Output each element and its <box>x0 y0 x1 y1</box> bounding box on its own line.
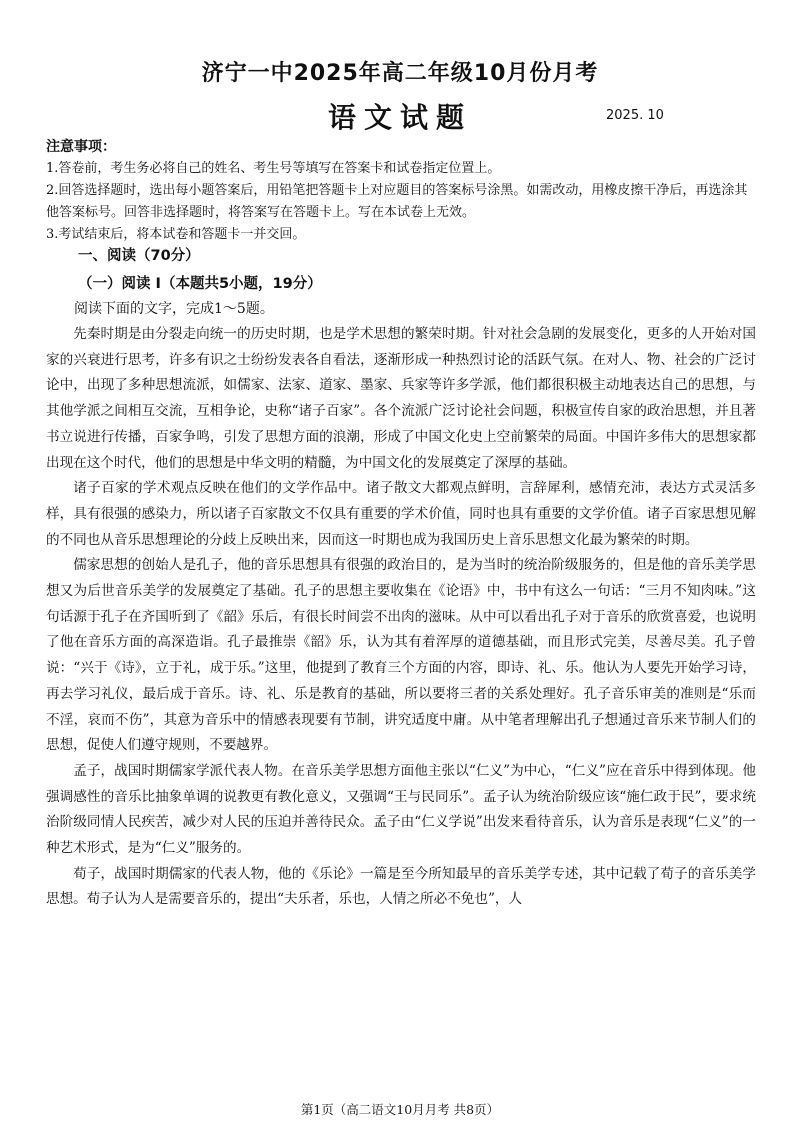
passage-paragraph: 先秦时期是由分裂走向统一的历史时期，也是学术思想的繁荣时期。针对社会急剧的发展变化，更多的人开始对国家的兴衰进行思考，许多有识之士纷纷发表各自看法，逐渐形成一种热烈讨论的活跃气氛。在对人、物、社会的广泛讨论中，出现了多种思想流派，如儒家、法家、道家、墨家、兵家等许多学派，他们都很积极主动地表达自己的思想，与其他学派之间相互交流，互相争论，史称“诸子百家”。各个流派广泛讨论社会问题，积极宣传自家的政治思想，并且著书立说进行传播，百家争鸣，引发了思想方面的浪潮，形成了中国文化史上空前繁荣的局面。中国许多伟大的思想家都出现在这个时代，他们的思想是中华文明的精髓，为中国文化的发展奠定了深厚的基础。 <box>46 326 756 471</box>
passage-paragraph: 荀子，战国时期儒家的代表人物，他的《乐论》一篇是至今所知最早的音乐美学专述，其中记载了荀子的音乐美学思想。荀子认为人是需要音乐的，提出“夫乐者，乐也，人情之所必不免也”，人 <box>46 865 756 908</box>
subject-title: 语文试题 <box>327 101 472 134</box>
page-footer: 第1页（高二语文10月月考 共8页） <box>300 1102 500 1117</box>
note-item: 2.回答选择题时，选出每小题答案后，用铅笔把答题卡上对应题目的答案标号涂黑。如需改动，用橡皮擦干净后，再选涂其他答案标号。回答非选择题时，将答案写在答题卡上。写在本试卷上无效。 <box>46 183 748 220</box>
notes-heading: 注意事项： <box>46 139 116 155</box>
reading-passage <box>46 322 756 913</box>
passage-paragraph: 孟子，战国时期儒家学派代表人物。在音乐美学思想方面他主张以“仁义”为中心，“仁义”应在音乐中得到体现。他强调感性的音乐比抽象单调的说教更有教化意义，又强调“王与民同乐”。孟子认为统治阶级应该“施仁政于民”，要求统治阶级同情人民疾苦，减少对人民的压迫并善待民众。孟子由“仁义学说”出发来看待音乐，认为音乐是表现“仁义”的一种艺术形式，是为“仁义”服务的。 <box>46 762 756 857</box>
reading-instruction: 阅读下面的文字，完成1～5题。 <box>74 301 274 317</box>
passage-paragraph: 儒家思想的创始人是孔子，他的音乐思想具有很强的政治目的，是为当时的统治阶级服务的，但是他的音乐美学思想又为后世音乐美学的发展奠定了基础。孔子的思想主要收集在《论语》中，书中有这么一句话：“三月不知肉味。”这句话源于孔子在齐国听到了《韶》乐后，有很长时间尝不出肉的滋味。从中可以看出孔子对于音乐的欣赏喜爱，也说明了他在音乐方面的高深造诣。孔子最推崇《韶》乐，认为其有着浑厚的道德基础，而且形式完美，尽善尽美。孔子曾说：“兴于《诗》，立于礼，成于乐。”这里，他提到了教育三个方面的内容，即诗、礼、乐。他认为人要先开始学习诗，再去学习礼仪，最后成于音乐。诗、礼、乐是教育的基础，所以要将三者的关系处理好。孔子音乐审美的准则是“乐而不淫，哀而不伤”，其意为音乐中的情感表现要有节制，讲究适度中庸。从中笔者理解出孔子想通过音乐来节制人们的思想，促使人们遵守规则，不要越界。 <box>46 557 756 754</box>
note-item: 1.答卷前，考生务必将自己的姓名、考生号等填写在答案卡和试卷指定位置上。 <box>46 161 501 176</box>
passage-paragraph: 诸子百家的学术观点反映在他们的文学作品中。诸子散文大都观点鲜明，言辞犀利，感情充沛，表达方式灵活多样，具有很强的感染力，所以诸子百家散文不仅具有重要的学术价值，同时也具有重要的文学价值。诸子百家思想见解的不同也从音乐思想理论的分歧上反映出来，因而这一时期也成为我国历史上音乐思想文化最为繁荣的时期。 <box>46 480 756 548</box>
subsection-heading: （一）阅读 I（本题共5小题，19分） <box>78 276 322 292</box>
exam-title: 济宁一中2025年高二年级10月份月考 <box>201 61 599 86</box>
note-item: 3.考试结束后，将本试卷和答题卡一并交回。 <box>46 227 306 242</box>
exam-notes <box>46 136 758 246</box>
section-heading: 一、阅读（70分） <box>78 248 200 264</box>
exam-date: 2025. 10 <box>606 108 664 123</box>
